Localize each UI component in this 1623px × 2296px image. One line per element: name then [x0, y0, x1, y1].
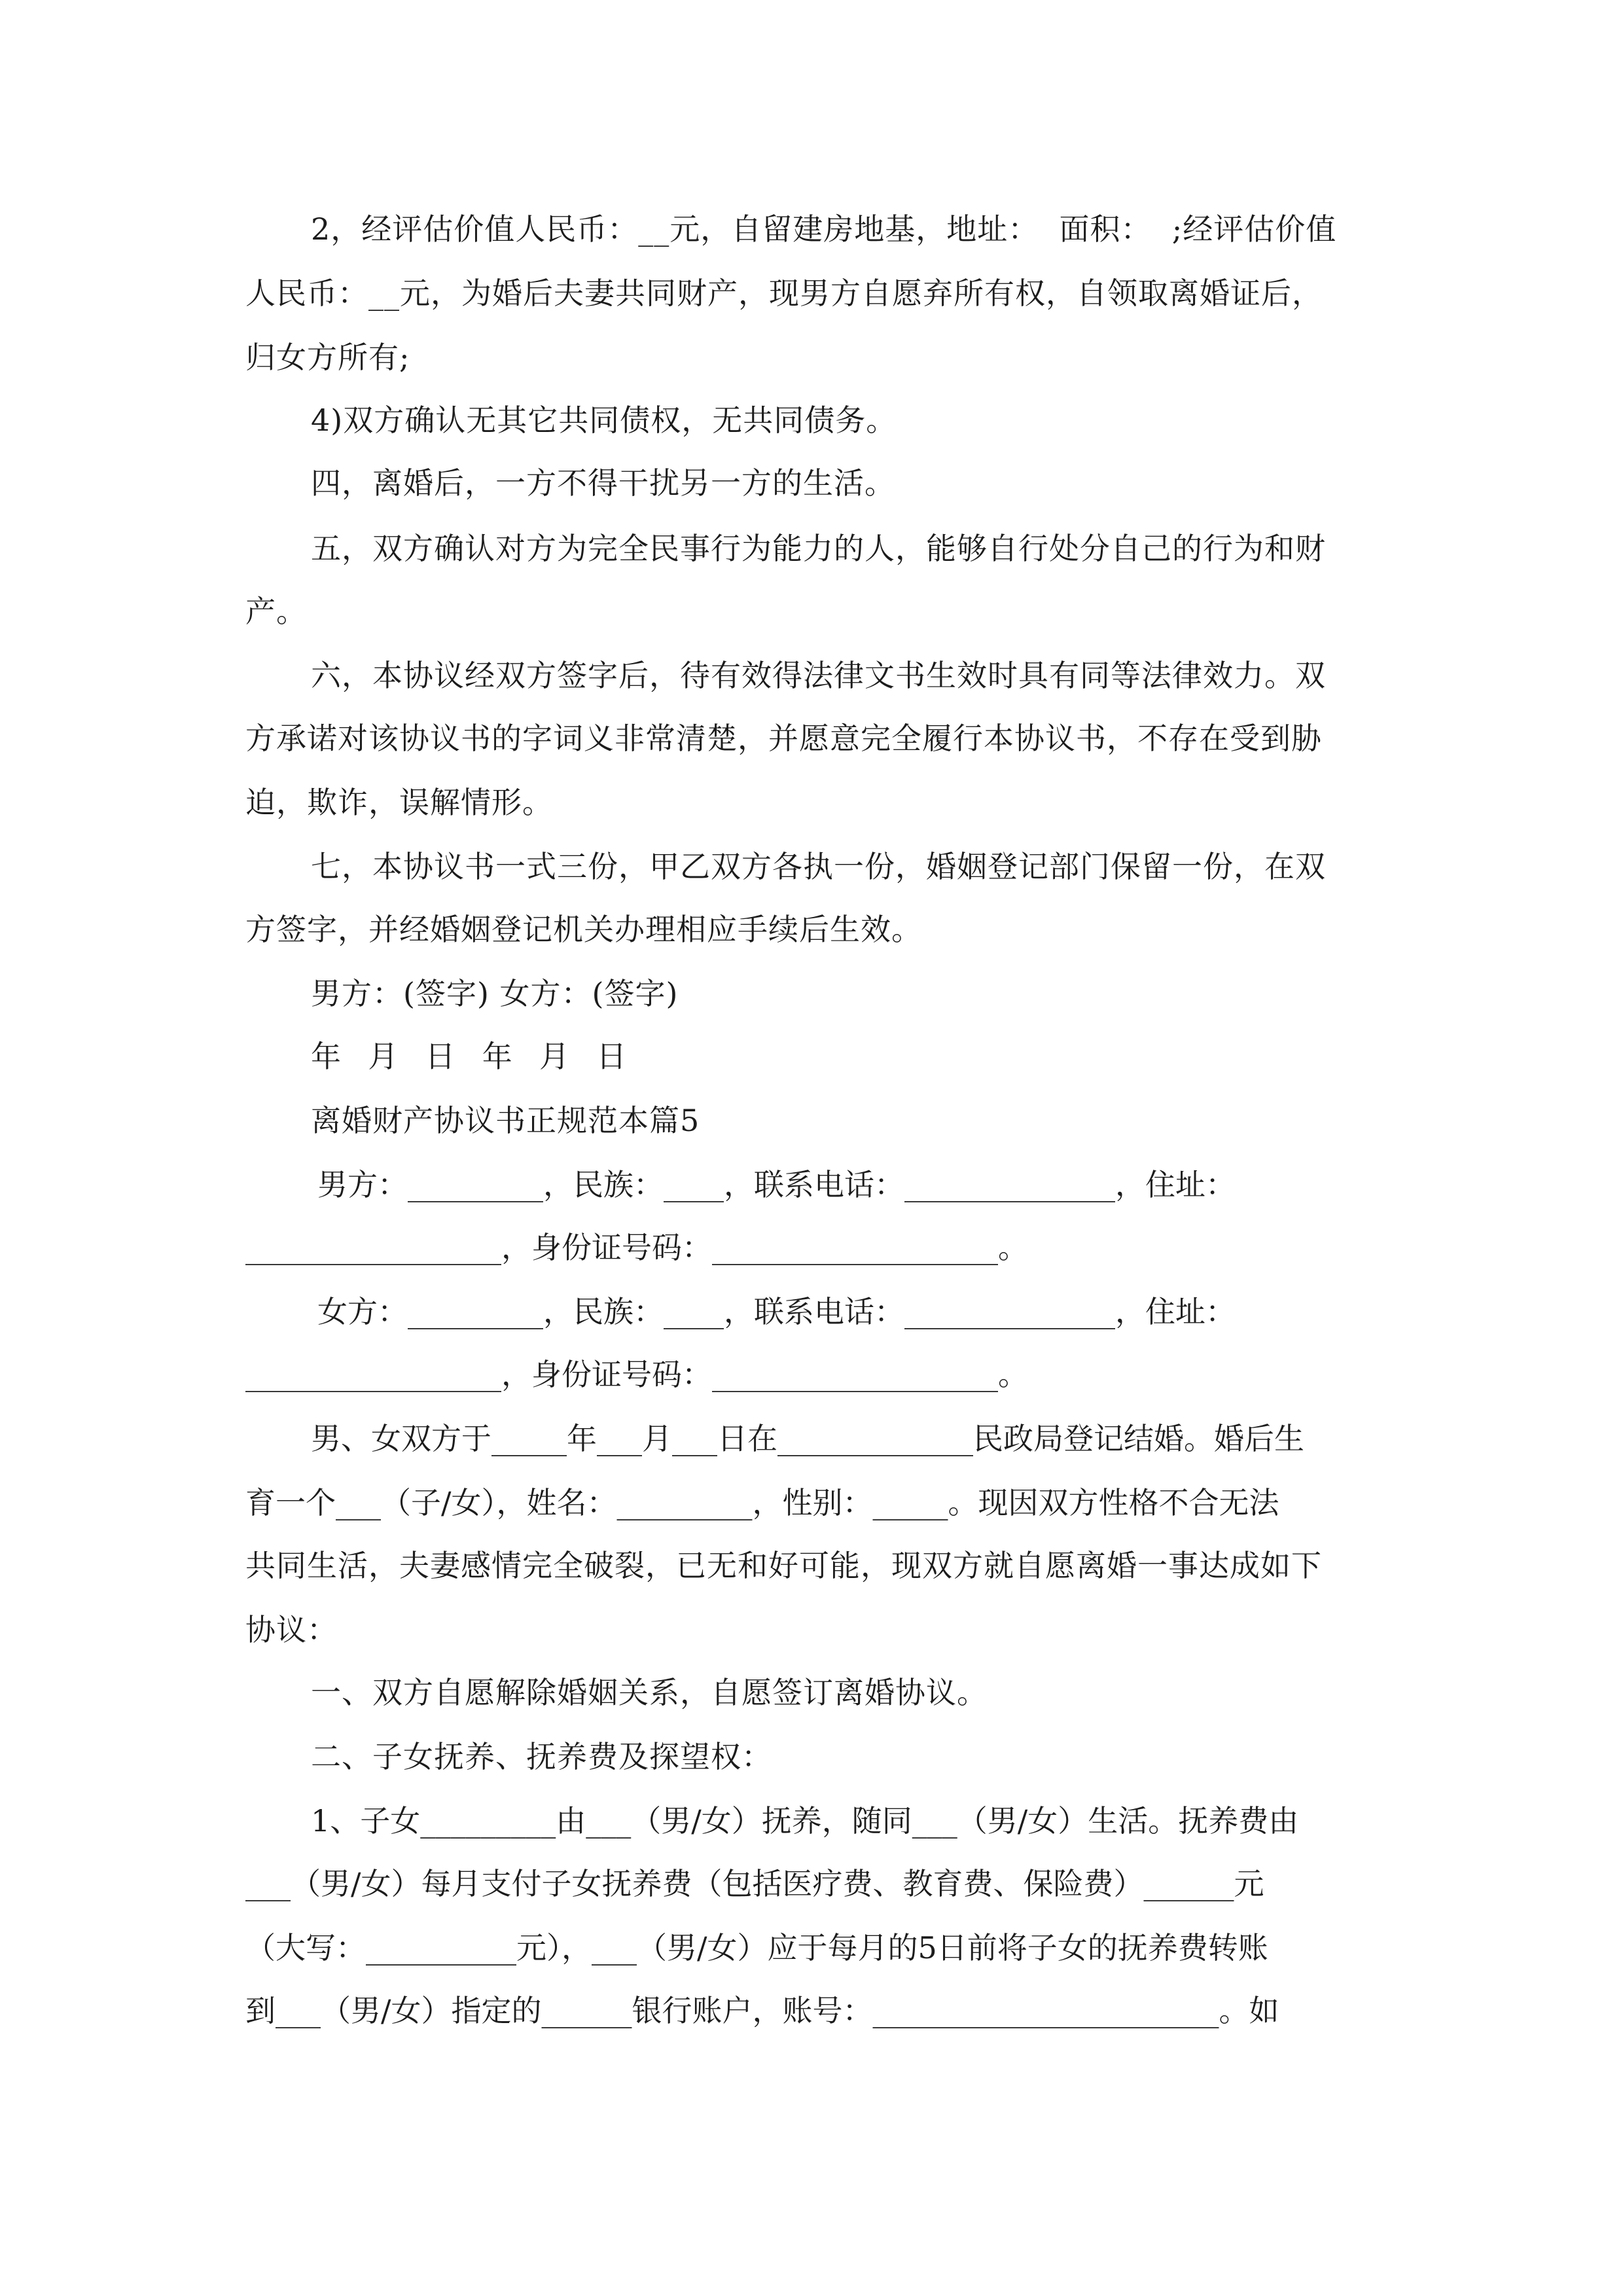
paragraph-line: 人民币：__元，为婚后夫妻共同财产，现男方自愿弃所有权，自领取离婚证后，: [245, 276, 1323, 311]
form-line-female: 女方：_________，民族：____，联系电话：______________，住址：: [317, 1294, 1236, 1329]
paragraph-line: 方签字，并经婚姻登记机关办理相应手续后生效。: [245, 912, 922, 947]
paragraph-line: 协议：: [245, 1612, 338, 1647]
paragraph-line: 到___（男/女）指定的______银行账户，账号：_______________________。如: [245, 1993, 1279, 2028]
paragraph-line: 归女方所有;: [245, 340, 410, 375]
paragraph-line: 男、女双方于_____年___月___日在_____________民政局登记结婚。婚后生: [311, 1421, 1304, 1456]
paragraph-line: 1、子女_________由___（男/女）抚养，随同___（男/女）生活。抚养费由: [311, 1803, 1299, 1839]
paragraph-line: 二、子女抚养、抚养费及探望权：: [311, 1739, 772, 1774]
paragraph-line: 四，离婚后，一方不得干扰另一方的生活。: [311, 465, 895, 501]
date-line: 年 月 日 年 月 日: [311, 1039, 630, 1074]
paragraph-line: 方承诺对该协议书的字词义非常清楚，并愿意完全履行本协议书，不存在受到胁: [245, 721, 1322, 756]
paragraph-line: 七，本协议书一式三份，甲乙双方各执一份，婚姻登记部门保留一份，在双: [311, 849, 1326, 884]
paragraph-line: 2，经评估价值人民币：__元，自留建房地基，地址： 面积： ;经评估价值: [311, 211, 1337, 247]
paragraph-line: 产。: [245, 594, 307, 629]
paragraph-line: 迫，欺诈，误解情形。: [245, 785, 553, 820]
paragraph-line: （大写：__________元），___（男/女）应于每月的5日前将子女的抚养费转账: [245, 1930, 1268, 1965]
paragraph-line: 五，双方确认对方为完全民事行为能力的人，能够自行处分自己的行为和财: [311, 531, 1326, 566]
section-heading: 离婚财产协议书正规范本篇5: [311, 1103, 700, 1138]
form-line-male-id: _________________，身份证号码：___________________。: [245, 1230, 1028, 1265]
form-line-female-id: _________________，身份证号码：___________________。: [245, 1357, 1028, 1392]
paragraph-line: 一、双方自愿解除婚姻关系，自愿签订离婚协议。: [311, 1675, 988, 1710]
paragraph-line: 六，本协议经双方签字后，待有效得法律文书生效时具有同等法律效力。双: [311, 658, 1326, 693]
paragraph-line: 共同生活，夫妻感情完全破裂，已无和好可能，现双方就自愿离婚一事达成如下: [245, 1548, 1322, 1583]
signature-line: 男方：(签字) 女方：(签字): [311, 976, 679, 1011]
paragraph-line: 4)双方确认无其它共同债权，无共同债务。: [311, 403, 897, 438]
paragraph-line: ___（男/女）每月支付子女抚养费（包括医疗费、教育费、保险费）______元: [245, 1866, 1264, 1901]
paragraph-line: 育一个___（子/女），姓名：_________，性别：_____。现因双方性格不合无法: [245, 1485, 1279, 1520]
form-line-male: 男方：_________，民族：____，联系电话：______________，住址：: [317, 1167, 1236, 1202]
